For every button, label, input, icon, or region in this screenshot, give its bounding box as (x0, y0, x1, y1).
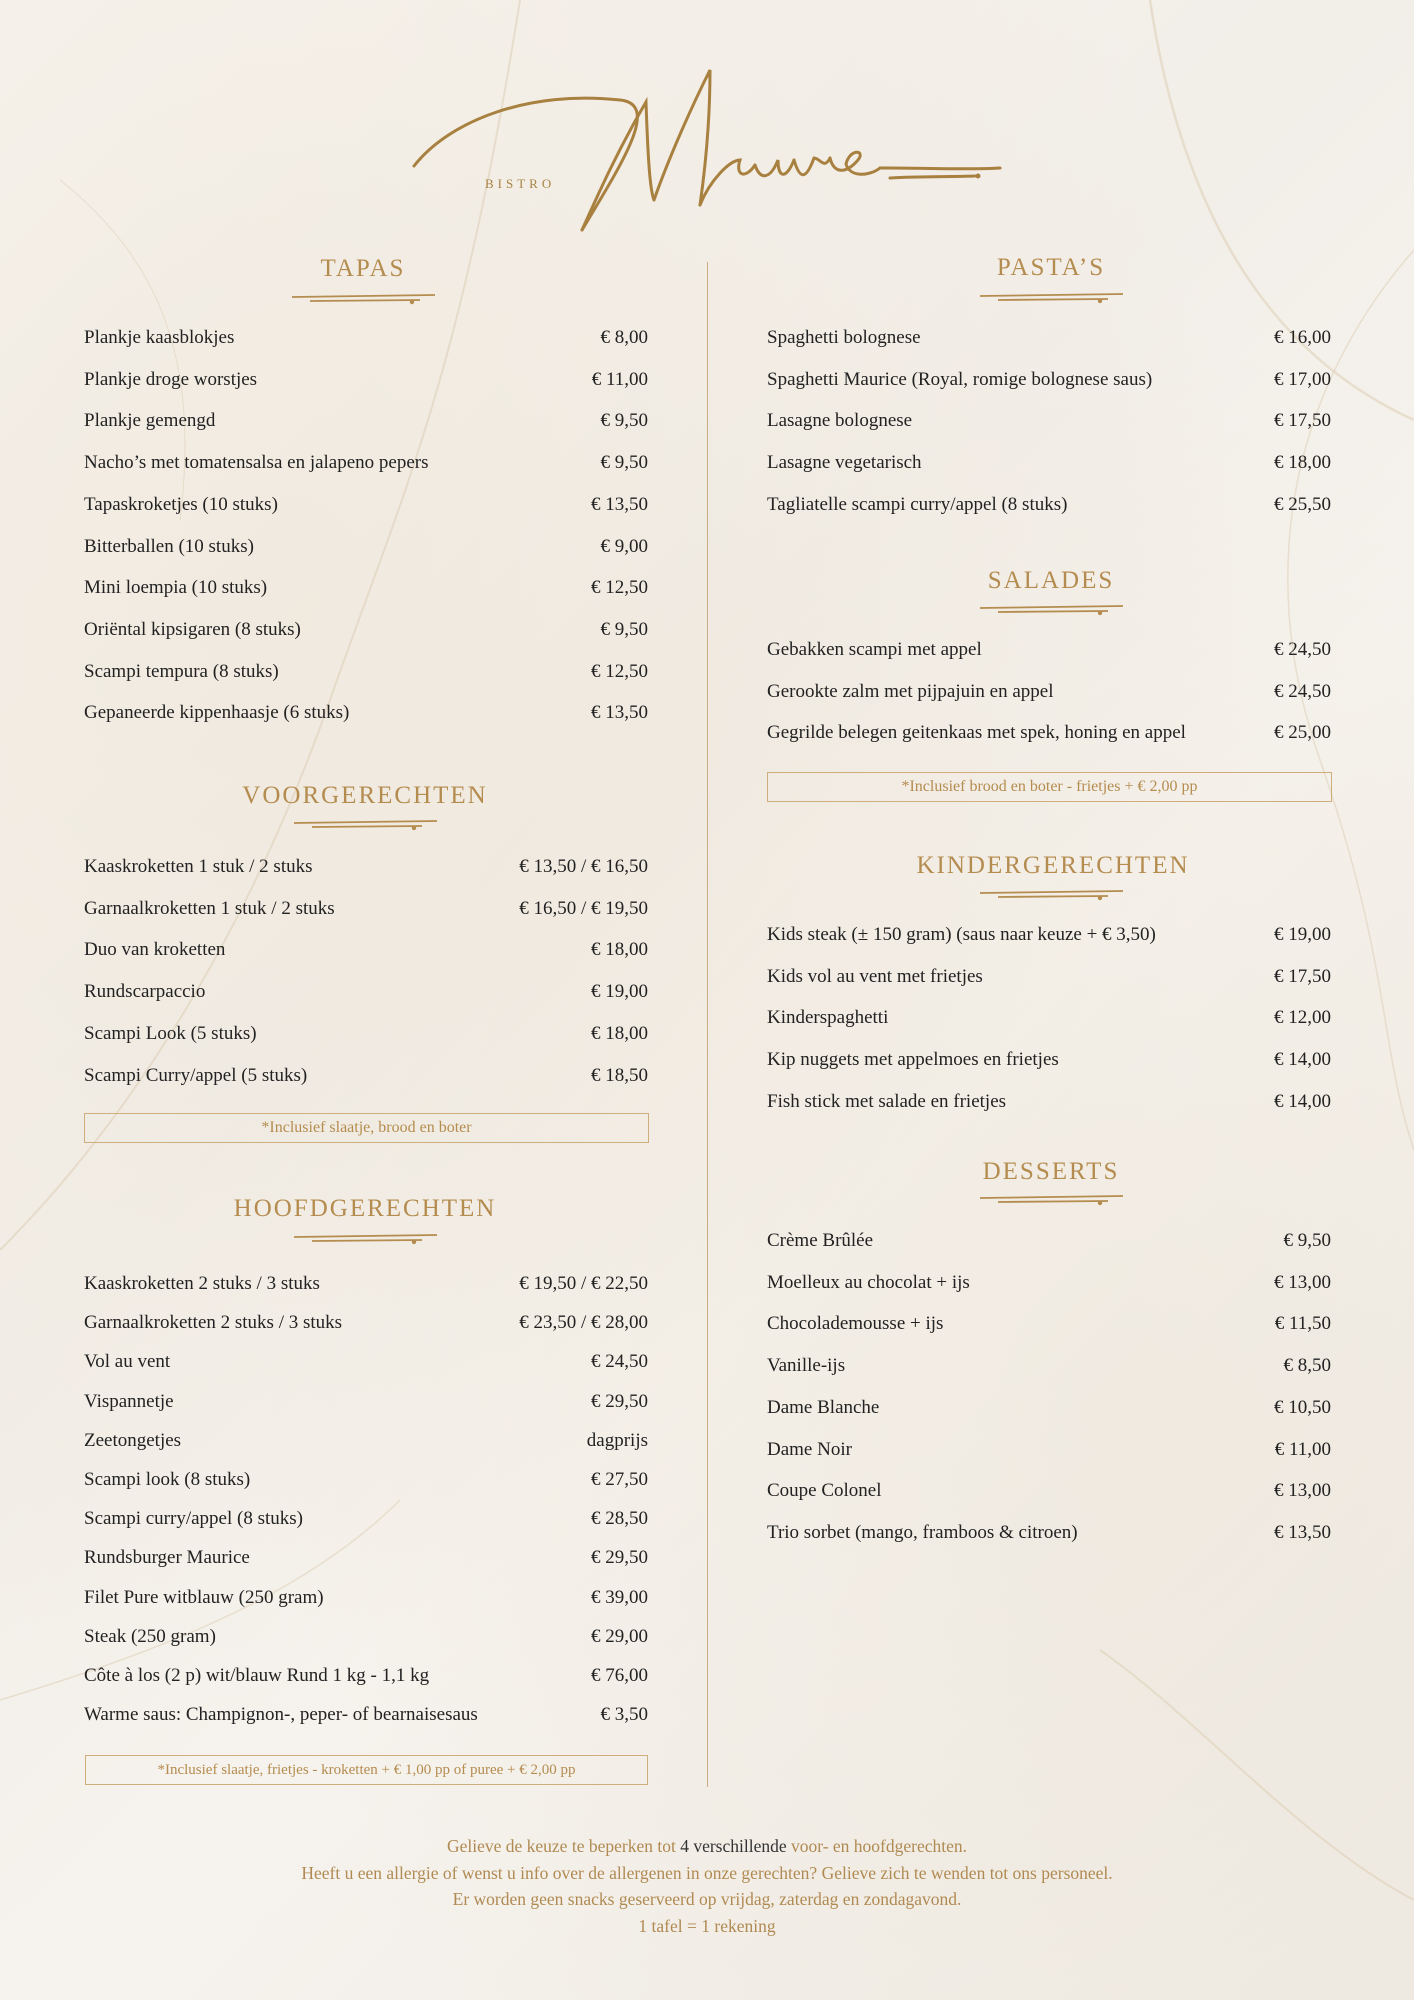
menu-item-price: dagprijs (586, 1429, 648, 1451)
menu-item-name: Scampi tempura (8 stuks) (84, 660, 279, 682)
menu-item-name: Spaghetti Maurice (Royal, romige bolognese saus) (767, 368, 1153, 390)
menu-item-price: € 11,00 (591, 368, 648, 390)
menu-item (767, 1272, 1331, 1294)
menu-item-name: Nacho’s met tomatensalsa en jalapeno pepers (84, 452, 429, 474)
kindergerechten-title: KINDERGERECHTEN (916, 852, 1190, 879)
menu-item-price: € 19,00 (1274, 924, 1331, 945)
menu-item-price: € 29,50 (591, 1547, 648, 1569)
menu-item (84, 1547, 648, 1569)
desserts-flourish (978, 1193, 1128, 1209)
menu-item-price: € 14,00 (1274, 1049, 1331, 1071)
footer-line-1-c: voor- en hoofdgerechten. (786, 1836, 968, 1856)
menu-item (767, 1007, 1331, 1029)
menu-item-name: Chocolademousse + ijs (767, 1313, 944, 1335)
menu-item-price: € 18,50 (591, 1064, 648, 1086)
menu-item (767, 452, 1331, 474)
menu-item-name: Warme saus: Champignon-, peper- of bearnaisesaus (84, 1704, 478, 1726)
menu-item (767, 1049, 1331, 1071)
menu-item (84, 1351, 648, 1373)
menu-item (767, 1230, 1331, 1252)
menu-item-price: € 17,00 (1274, 368, 1331, 390)
menu-item-name: Trio sorbet (mango, framboos & citroen) (767, 1521, 1078, 1543)
menu-item-price: € 16,50 / € 19,50 (519, 897, 648, 919)
menu-item-name: Scampi curry/appel (8 stuks) (84, 1508, 303, 1530)
menu-item (84, 327, 648, 349)
menu-item-name: Mini loempia (10 stuks) (84, 577, 268, 599)
menu-item-name: Vispannetje (84, 1390, 174, 1412)
kindergerechten-flourish (978, 888, 1128, 904)
menu-item-price: € 9,50 (600, 452, 648, 474)
menu-item-name: Rundsburger Maurice (84, 1547, 250, 1569)
menu-item (767, 966, 1331, 988)
menu-item-name: Bitterballen (10 stuks) (84, 535, 254, 557)
menu-item-price: € 27,50 (591, 1469, 648, 1490)
menu-item-name: Crème Brûlée (767, 1230, 874, 1251)
menu-item-price: € 13,50 / € 16,50 (519, 856, 648, 877)
menu-item-name: Dame Blanche (767, 1396, 880, 1418)
menu-item-price: € 13,00 (1274, 1271, 1331, 1293)
menu-item-price: € 19,00 (591, 981, 648, 1003)
menu-item (84, 661, 648, 683)
menu-item-name: Duo van kroketten (84, 939, 226, 961)
menu-item-name: Zeetongetjes (84, 1429, 182, 1451)
menu-item (84, 1587, 648, 1609)
menu-item (767, 1480, 1331, 1502)
menu-item-price: € 13,50 (591, 702, 648, 724)
menu-item (84, 1065, 648, 1087)
menu-item-name: Filet Pure witblauw (250 gram) (84, 1586, 324, 1608)
menu-item-price: € 13,50 (591, 493, 648, 515)
menu-item (767, 681, 1331, 703)
menu-item-price: € 24,50 (591, 1351, 648, 1373)
menu-item-name: Tagliatelle scampi curry/appel (8 stuks) (767, 493, 1068, 515)
pastas-title: PASTA’S (996, 254, 1106, 281)
menu-item (84, 494, 648, 516)
menu-item-name: Moelleux au chocolat + ijs (767, 1271, 970, 1293)
desserts-title: DESSERTS (982, 1158, 1120, 1185)
menu-item-name: Fish stick met salade en frietjes (767, 1090, 1007, 1112)
menu-item-name: Gepaneerde kippenhaasje (6 stuks) (84, 702, 350, 724)
salades-flourish (978, 603, 1128, 619)
menu-item-name: Kip nuggets met appelmoes en frietjes (767, 1049, 1059, 1071)
menu-item-name: Plankje kaasblokjes (84, 327, 235, 348)
menu-item-price: € 17,50 (1274, 410, 1331, 432)
menu-item-name: Spaghetti bolognese (767, 327, 921, 348)
menu-item-name: Plankje gemengd (84, 410, 216, 432)
menu-item (84, 856, 648, 878)
menu-item-name: Lasagne bolognese (767, 410, 913, 432)
menu-item-price: € 19,50 / € 22,50 (519, 1273, 648, 1294)
menu-item (767, 1439, 1331, 1461)
menu-item (84, 1508, 648, 1530)
menu-item-price: € 11,50 (1274, 1313, 1331, 1335)
menu-item (84, 1391, 648, 1413)
menu-item-name: Coupe Colonel (767, 1480, 882, 1502)
menu-item-price: € 12,00 (1274, 1007, 1331, 1029)
salades-title: SALADES (987, 567, 1115, 594)
menu-item-price: € 39,00 (591, 1586, 648, 1608)
menu-item (84, 898, 648, 920)
menu-item-price: € 76,00 (591, 1665, 648, 1686)
menu-item-price: € 23,50 / € 28,00 (519, 1312, 648, 1334)
menu-item (84, 1023, 648, 1045)
menu-item-name: Scampi Look (5 stuks) (84, 1022, 257, 1044)
menu-item (84, 577, 648, 599)
menu-item-price: € 10,50 (1274, 1396, 1331, 1418)
menu-item-name: Scampi Curry/appel (5 stuks) (84, 1064, 308, 1086)
menu-item-price: € 16,00 (1274, 327, 1331, 348)
menu-item-price: € 3,50 (600, 1704, 648, 1726)
footer-line-1 (0, 1833, 1414, 1860)
pastas-flourish (978, 291, 1128, 307)
menu-item (767, 1313, 1331, 1335)
footer-line-1-highlight: 4 verschillende (680, 1836, 787, 1856)
menu-item-price: € 13,50 (1274, 1521, 1331, 1543)
menu-item (84, 452, 648, 474)
menu-item (84, 1665, 648, 1687)
menu-item-name: Vanille-ijs (767, 1355, 846, 1377)
menu-item-name: Garnaalkroketten 2 stuks / 3 stuks (84, 1312, 343, 1334)
menu-item (84, 981, 648, 1003)
tapas-flourish (290, 292, 440, 308)
menu-item (84, 1704, 648, 1726)
menu-item (84, 1430, 648, 1452)
menu-item-name: Gebakken scampi met appel (767, 639, 982, 660)
menu-item-name: Vol au vent (84, 1351, 171, 1373)
menu-item-price: € 9,00 (600, 535, 648, 557)
menu-item (84, 702, 648, 724)
menu-item (84, 369, 648, 391)
menu-item (84, 1273, 648, 1295)
menu-item (767, 369, 1331, 391)
voorgerechten-flourish (292, 818, 442, 834)
hoofdgerechten-title: HOOFDGERECHTEN (233, 1195, 497, 1222)
menu-item-name: Plankje droge worstjes (84, 368, 258, 390)
hoofdgerechten-flourish (292, 1232, 442, 1248)
voorgerechten-title: VOORGERECHTEN (242, 782, 488, 809)
menu-item-name: Dame Noir (767, 1438, 852, 1460)
menu-item-price: € 28,50 (591, 1508, 648, 1530)
menu-item-price: € 18,00 (591, 939, 648, 961)
menu-item-price: € 9,50 (1283, 1230, 1331, 1251)
menu-item (84, 410, 648, 432)
menu-item (84, 1469, 648, 1491)
menu-item-price: € 29,00 (591, 1625, 648, 1647)
menu-item-name: Scampi look (8 stuks) (84, 1469, 251, 1490)
menu-item-price: € 11,00 (1274, 1438, 1331, 1460)
menu-item-price: € 25,00 (1274, 722, 1331, 744)
salades-note: *Inclusief brood en boter - frietjes + € 2,00 pp (767, 772, 1332, 802)
menu-item (767, 1355, 1331, 1377)
menu-item-price: € 18,00 (1274, 452, 1331, 474)
menu-item-name: Kids steak (± 150 gram) (saus naar keuze + € 3,50) (767, 924, 1156, 945)
footer-line-3: Er worden geen snacks geserveerd op vrijdag, zaterdag en zondagavond. (452, 1889, 962, 1909)
menu-item (767, 1397, 1331, 1419)
menu-item (767, 494, 1331, 516)
menu-item-price: € 13,00 (1274, 1480, 1331, 1502)
menu-item-name: Garnaalkroketten 1 stuk / 2 stuks (84, 897, 335, 919)
menu-item-price: € 17,50 (1274, 965, 1331, 987)
voorgerechten-note: *Inclusief slaatje, brood en boter (84, 1113, 649, 1143)
menu-item (767, 1091, 1331, 1113)
menu-item-name: Kaaskroketten 2 stuks / 3 stuks (84, 1273, 320, 1294)
menu-item-name: Tapaskroketjes (10 stuks) (84, 493, 278, 515)
menu-item-name: Kinderspaghetti (767, 1007, 889, 1029)
menu-item-price: € 14,00 (1274, 1090, 1331, 1112)
footer-line-4: 1 tafel = 1 rekening (638, 1915, 776, 1936)
menu-item-price: € 29,50 (591, 1390, 648, 1412)
menu-item (767, 924, 1331, 946)
footer-line-2: Heeft u een allergie of wenst u info over de allergenen in onze gerechten? Gelieve zich te wenden tot ons personeel. (301, 1862, 1113, 1883)
menu-item (767, 639, 1331, 661)
menu-item-name: Gerookte zalm met pijpajuin en appel (767, 680, 1054, 702)
menu-item-price: € 8,00 (600, 327, 648, 348)
menu-item-name: Côte à los (2 p) wit/blauw Rund 1 kg - 1,1 kg (84, 1665, 430, 1686)
menu-item (84, 1312, 648, 1334)
menu-item-price: € 9,50 (600, 410, 648, 432)
menu-item-name: Oriëntal kipsigaren (8 stuks) (84, 618, 301, 640)
menu-item-price: € 18,00 (591, 1022, 648, 1044)
hoofdgerechten-note: *Inclusief slaatje, frietjes - kroketten + € 1,00 pp of puree + € 2,00 pp (85, 1755, 648, 1785)
footer-notes (0, 1833, 1414, 1939)
tapas-title: TAPAS (320, 255, 406, 282)
menu-item (767, 1522, 1331, 1544)
menu-item-price: € 9,50 (600, 618, 648, 640)
menu-item (84, 536, 648, 558)
menu-item (767, 410, 1331, 432)
menu-item-name: Rundscarpaccio (84, 981, 206, 1003)
menu-item-name: Kids vol au vent met frietjes (767, 965, 983, 987)
menu-item (84, 1626, 648, 1648)
footer-line-1-a: Gelieve de keuze te beperken tot (446, 1836, 681, 1856)
menu-item-name: Lasagne vegetarisch (767, 452, 922, 474)
menu-item (767, 327, 1331, 349)
menu-item-name: Kaaskroketten 1 stuk / 2 stuks (84, 856, 313, 877)
menu-item (84, 939, 648, 961)
menu-item-price: € 25,50 (1274, 493, 1331, 515)
menu-item (767, 722, 1331, 744)
menu-item-name: Gegrilde belegen geitenkaas met spek, honing en appel (767, 722, 1186, 744)
bistro-maurice-logo (410, 40, 1010, 240)
menu-item-price: € 8,50 (1283, 1355, 1331, 1377)
column-divider (707, 262, 708, 1787)
logo-bistro-label: BISTRO (485, 176, 556, 191)
menu-item-price: € 12,50 (591, 660, 648, 682)
menu-item-price: € 24,50 (1274, 639, 1331, 660)
menu-item-price: € 24,50 (1274, 680, 1331, 702)
menu-item-name: Steak (250 gram) (84, 1625, 216, 1647)
menu-item (84, 619, 648, 641)
menu-item-price: € 12,50 (591, 577, 648, 599)
